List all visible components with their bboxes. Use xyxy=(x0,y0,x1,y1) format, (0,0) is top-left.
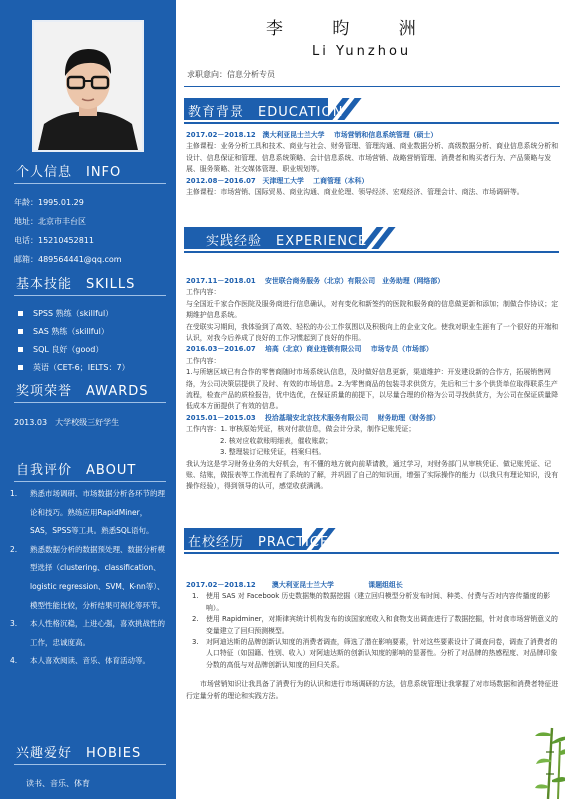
education-heading: 教育背景 EDUCATION xyxy=(176,98,565,124)
evaluation-item: 4. 本人喜欢阅读、音乐、体育活动等。 xyxy=(10,656,150,666)
skill-item: SPSS 熟练（skillful） xyxy=(18,308,113,319)
education-entries xyxy=(186,130,560,198)
practice-heading: 在校经历 PRACTICE xyxy=(176,528,565,554)
hobbies-heading: 兴趣爱好 HOBIES xyxy=(0,739,176,765)
practice-summary: 市场营销知识让我具备了消费行为的认识和进行市场调研的方法，信息系统管理让我掌握了对市场数据和消费者特征进行定量分析的理论和实践方法。 xyxy=(186,680,559,700)
job-intention: 求职意向：信息分析专员 xyxy=(187,70,275,79)
sidebar xyxy=(0,0,176,799)
phone: 电话：15210452811 xyxy=(14,236,94,245)
skill-item: SQL 良好（good） xyxy=(18,344,103,355)
full-name: 李 昀 洲 xyxy=(266,19,438,39)
practice-title: 2017.02－2018.12 澳大利亚昆士兰大学 课题组组长 xyxy=(186,581,403,589)
birth-date: 年龄：1995.01.29 xyxy=(14,198,84,207)
email: 邮箱：489564441@qq.com xyxy=(14,255,122,264)
job-description: 与全国近千家合作医院及服务商进行信息确认，对有变化和新签约的医院和服务商的信息做更新和添加；制做合作协议；定期维护信息系统。 xyxy=(186,299,559,320)
job-note: 在受联实习期间，我体验到了高效、轻松的办公工作氛围以及积极向上的企业文化。使我对职业生涯有了一个很好的开端和认识，对我今后养成了良好的工作习惯起到了良好的作用。 xyxy=(186,322,559,343)
hobbies-text: 读书、音乐、体育 xyxy=(26,779,90,788)
education-courses: 主修课程：业务分析工具和技术、商业与社会、财务管理、管理沟通、商业数据分析、高级数据分析、商业信息系统分析和设计、信息保证和管理、信息系统策略、会计信息系统、市场营销、战略营销管理、消费者和购买者行为、产品策略与发展、服务策略、社交媒体管理、职业规划等。 xyxy=(186,142,559,174)
job-duties: 工作内容：1. 审核原始凭证，核对付款信息，做会计分录，制作记账凭证； xyxy=(186,425,416,434)
job-note: 我认为这是学习财务业务的大好机会，有不懂的地方就向前辈请教，通过学习，对财务部门从审核凭证、做记账凭证、记账、结账，做报表等工作流程有了系统的了解，并巩固了自己的知识面，增强了实际操作的能力（以我只有理论知识，没有操作经验），得到领导的认可，感觉收获满满。 xyxy=(186,459,559,491)
skills-heading: 基本技能 SKILLS xyxy=(0,270,176,296)
practice-item: 1. 使用 SAS 对 Facebook 历史数据集的数据挖掘（建立回归模型分析发布时间、种类、付费与否对内容传播度的影响）。 xyxy=(192,592,551,612)
name-pinyin: Li Yunzhou xyxy=(312,44,412,59)
info-heading: 个人信息 INFO xyxy=(0,158,176,184)
job-duty: 3. 整理装订记账凭证，档案归档。 xyxy=(220,448,326,457)
skill-item: SAS 熟练（skillful） xyxy=(18,326,109,337)
divider xyxy=(184,86,560,87)
job-label: 工作内容： xyxy=(186,356,221,365)
practice-item: 2. 使用 Rapidminer，对斯律宾统计机构发布的该国家庭收入和食物支出调查进行了数据挖掘，针对食市场营销意义的变量建立了回归预测模型。 xyxy=(192,615,558,635)
job-label: 工作内容： xyxy=(186,288,221,297)
evaluation-item: 2. 熟悉数据分析的数据预处理、数据分析模型选择（clustering、classification、logistic regression、SVM、K-nn等）、模型性能比较，分析结果可视化等环节。 xyxy=(10,544,165,610)
skill-item: 英语（CET-6；IELTS：7） xyxy=(18,362,130,373)
bamboo-icon xyxy=(534,722,565,799)
job-description: 1.与所辖区域已有合作的零售商随时市场系统认信息，及时做好信息更新，渠道维护：开发建设新的合作方，拓展销售网络，为公司决策层提供了及时、有效的市场信息。2.为零售商品的包装寻求供货方，先后和三十多个供货单位取得联系生产流程，检查产品的质检报告，优中选优，在保证质量的前提下，以尽量合理的价格为公司寻找供货方，为公司在保证质量降低成本方面提供了有效的信息。 xyxy=(186,368,559,411)
main-content xyxy=(176,0,565,799)
job-duty: 2. 核对应收款账明细表，催收账款； xyxy=(220,436,333,445)
evaluation-item: 3. 本人性格沉稳，上进心强，喜欢挑战性的工作，忠诚度高。 xyxy=(10,619,165,647)
job-title: 2017.11－2018.01 安世联合商务服务（北京）有限公司 业务助理（网络部） xyxy=(186,277,445,285)
practice-item: 3. 对阿迪达斯的品牌创新认知度的消费者调查，筛选了潜在影响要素，针对这些要素设计了调查问卷，调查了消费者的人口特征（如国籍、性别、收入）对阿迪达斯的创新认知度的影响的显著性。分析了对品牌的热感程度、对品牌印象分数的高低与对品牌创新认知度的回归关系。 xyxy=(192,638,558,669)
experience-heading: 实践经验 EXPERIENCE xyxy=(176,227,565,253)
about-heading: 自我评价 ABOUT xyxy=(0,456,176,482)
job-title: 2016.03－2016.07 培高（北京）商业连锁有限公司 市场专员（市场部） xyxy=(186,345,433,354)
education-courses: 主修课程：市场营销、国际贸易、商业沟通、商业伦理、领导经济、宏观经济、管理会计、商法、市场调研等。 xyxy=(186,188,524,197)
experience-entries xyxy=(186,276,560,493)
education-title: 2012.08－2016.07 天津理工大学 工商管理（本科） xyxy=(186,176,369,185)
job-title: 2015.01－2015.03 投洽基瑞安北京技术服务有限公司 财务助理（财务部） xyxy=(186,413,440,422)
practice-entries xyxy=(186,580,560,702)
profile-photo xyxy=(32,20,144,152)
awards-heading: 奖项荣誉 AWARDS xyxy=(0,377,176,403)
address: 地址：北京市丰台区 xyxy=(14,217,86,226)
award-item: 2013.03 大学校级三好学生 xyxy=(14,418,120,427)
evaluation-list xyxy=(8,485,168,671)
evaluation-item: 1. 熟悉市场调研、市场数据分析各环节的理论和技巧。熟练应用RapidMiner，SAS，SPSS等工具。熟悉SQL语句。 xyxy=(10,489,165,536)
education-title: 2017.02－2018.12 澳大利亚昆士兰大学 市场营销和信息系统管理（硕士） xyxy=(186,131,438,139)
